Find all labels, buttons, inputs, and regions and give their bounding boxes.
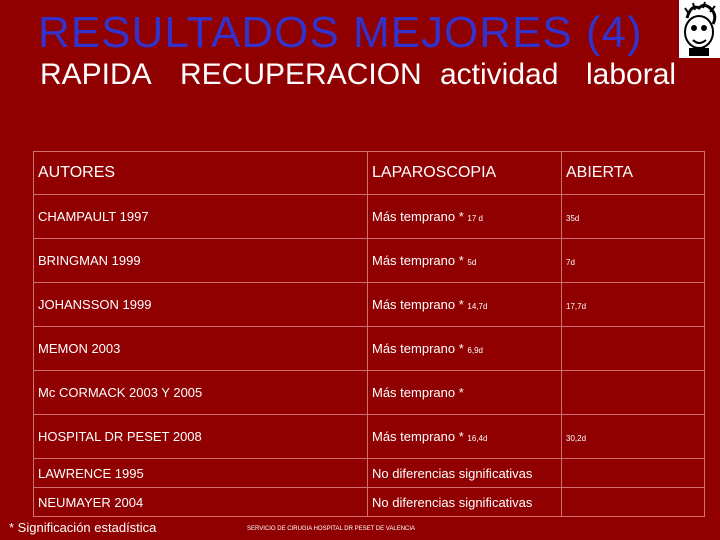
header-abierta: ABIERTA xyxy=(562,152,705,195)
header-laparoscopia: LAPAROSCOPIA xyxy=(368,152,562,195)
subtitle-word-recuperacion: RECUPERACION xyxy=(180,58,422,91)
abierta-cell xyxy=(562,239,705,283)
abierta-days: 17,7d xyxy=(566,302,587,311)
author-cell: LAWRENCE 1995 xyxy=(34,459,368,488)
laparoscopia-text: No diferencias significativas xyxy=(372,465,533,481)
laparoscopia-days: 5d xyxy=(467,258,477,267)
table-row xyxy=(34,415,705,459)
table-row xyxy=(34,283,705,327)
abierta-cell xyxy=(562,415,705,459)
laparoscopia-cell xyxy=(368,488,562,517)
abierta-cell xyxy=(562,283,705,327)
page-title: RESULTADOS MEJORES (4) xyxy=(38,8,643,57)
table-row xyxy=(34,239,705,283)
abierta-cell xyxy=(562,327,705,371)
abierta-cell xyxy=(562,195,705,239)
abierta-cell xyxy=(562,459,705,488)
author-cell: HOSPITAL DR PESET 2008 xyxy=(34,415,368,459)
author-cell: JOHANSSON 1999 xyxy=(34,283,368,327)
laparoscopia-text: Más temprano * xyxy=(372,385,464,400)
subtitle-word-rapida: RAPIDA xyxy=(40,58,152,91)
table-row xyxy=(34,459,705,488)
laparoscopia-cell xyxy=(368,371,562,415)
laparoscopia-text: Más temprano * xyxy=(372,297,464,312)
laparoscopia-cell xyxy=(368,195,562,239)
abierta-cell xyxy=(562,488,705,517)
subtitle-word-laboral: laboral xyxy=(586,58,677,91)
table-row xyxy=(34,327,705,371)
laparoscopia-text: No diferencias significativas xyxy=(372,494,533,510)
significance-footnote: * Significación estadística xyxy=(9,520,157,535)
abierta-cell xyxy=(562,371,705,415)
laparoscopia-days: 17 d xyxy=(467,214,483,223)
author-cell: Mc CORMACK 2003 Y 2005 xyxy=(34,371,368,415)
table-row xyxy=(34,195,705,239)
abierta-days: 7d xyxy=(566,258,575,267)
laparoscopia-text: Más temprano * xyxy=(372,253,464,268)
laparoscopia-cell xyxy=(368,415,562,459)
laparoscopia-days: 6,9d xyxy=(467,346,483,355)
abierta-days: 30,2d xyxy=(566,434,587,443)
cartoon-face-logo-icon xyxy=(679,0,720,58)
results-table xyxy=(33,151,705,517)
laparoscopia-text: Más temprano * xyxy=(372,429,464,444)
laparoscopia-cell xyxy=(368,283,562,327)
abierta-days: 35d xyxy=(566,214,580,223)
laparoscopia-text: Más temprano * xyxy=(372,209,464,224)
laparoscopia-cell xyxy=(368,459,562,488)
table-row xyxy=(34,371,705,415)
table-row xyxy=(34,488,705,517)
author-cell: MEMON 2003 xyxy=(34,327,368,371)
author-cell: NEUMAYER 2004 xyxy=(34,488,368,517)
service-credit: SERVICIO DE CIRUGIA HOSPITAL DR PESET DE VALENCIA xyxy=(247,526,416,532)
laparoscopia-days: 14,7d xyxy=(467,302,488,311)
laparoscopia-days: 16,4d xyxy=(467,434,488,443)
header-autores: AUTORES xyxy=(34,152,368,195)
author-cell: CHAMPAULT 1997 xyxy=(34,195,368,239)
laparoscopia-text: Más temprano * xyxy=(372,341,464,356)
table-header-row xyxy=(34,152,705,195)
laparoscopia-cell xyxy=(368,327,562,371)
subtitle-word-actividad: actividad xyxy=(440,58,559,91)
author-cell: BRINGMAN 1999 xyxy=(34,239,368,283)
laparoscopia-cell xyxy=(368,239,562,283)
